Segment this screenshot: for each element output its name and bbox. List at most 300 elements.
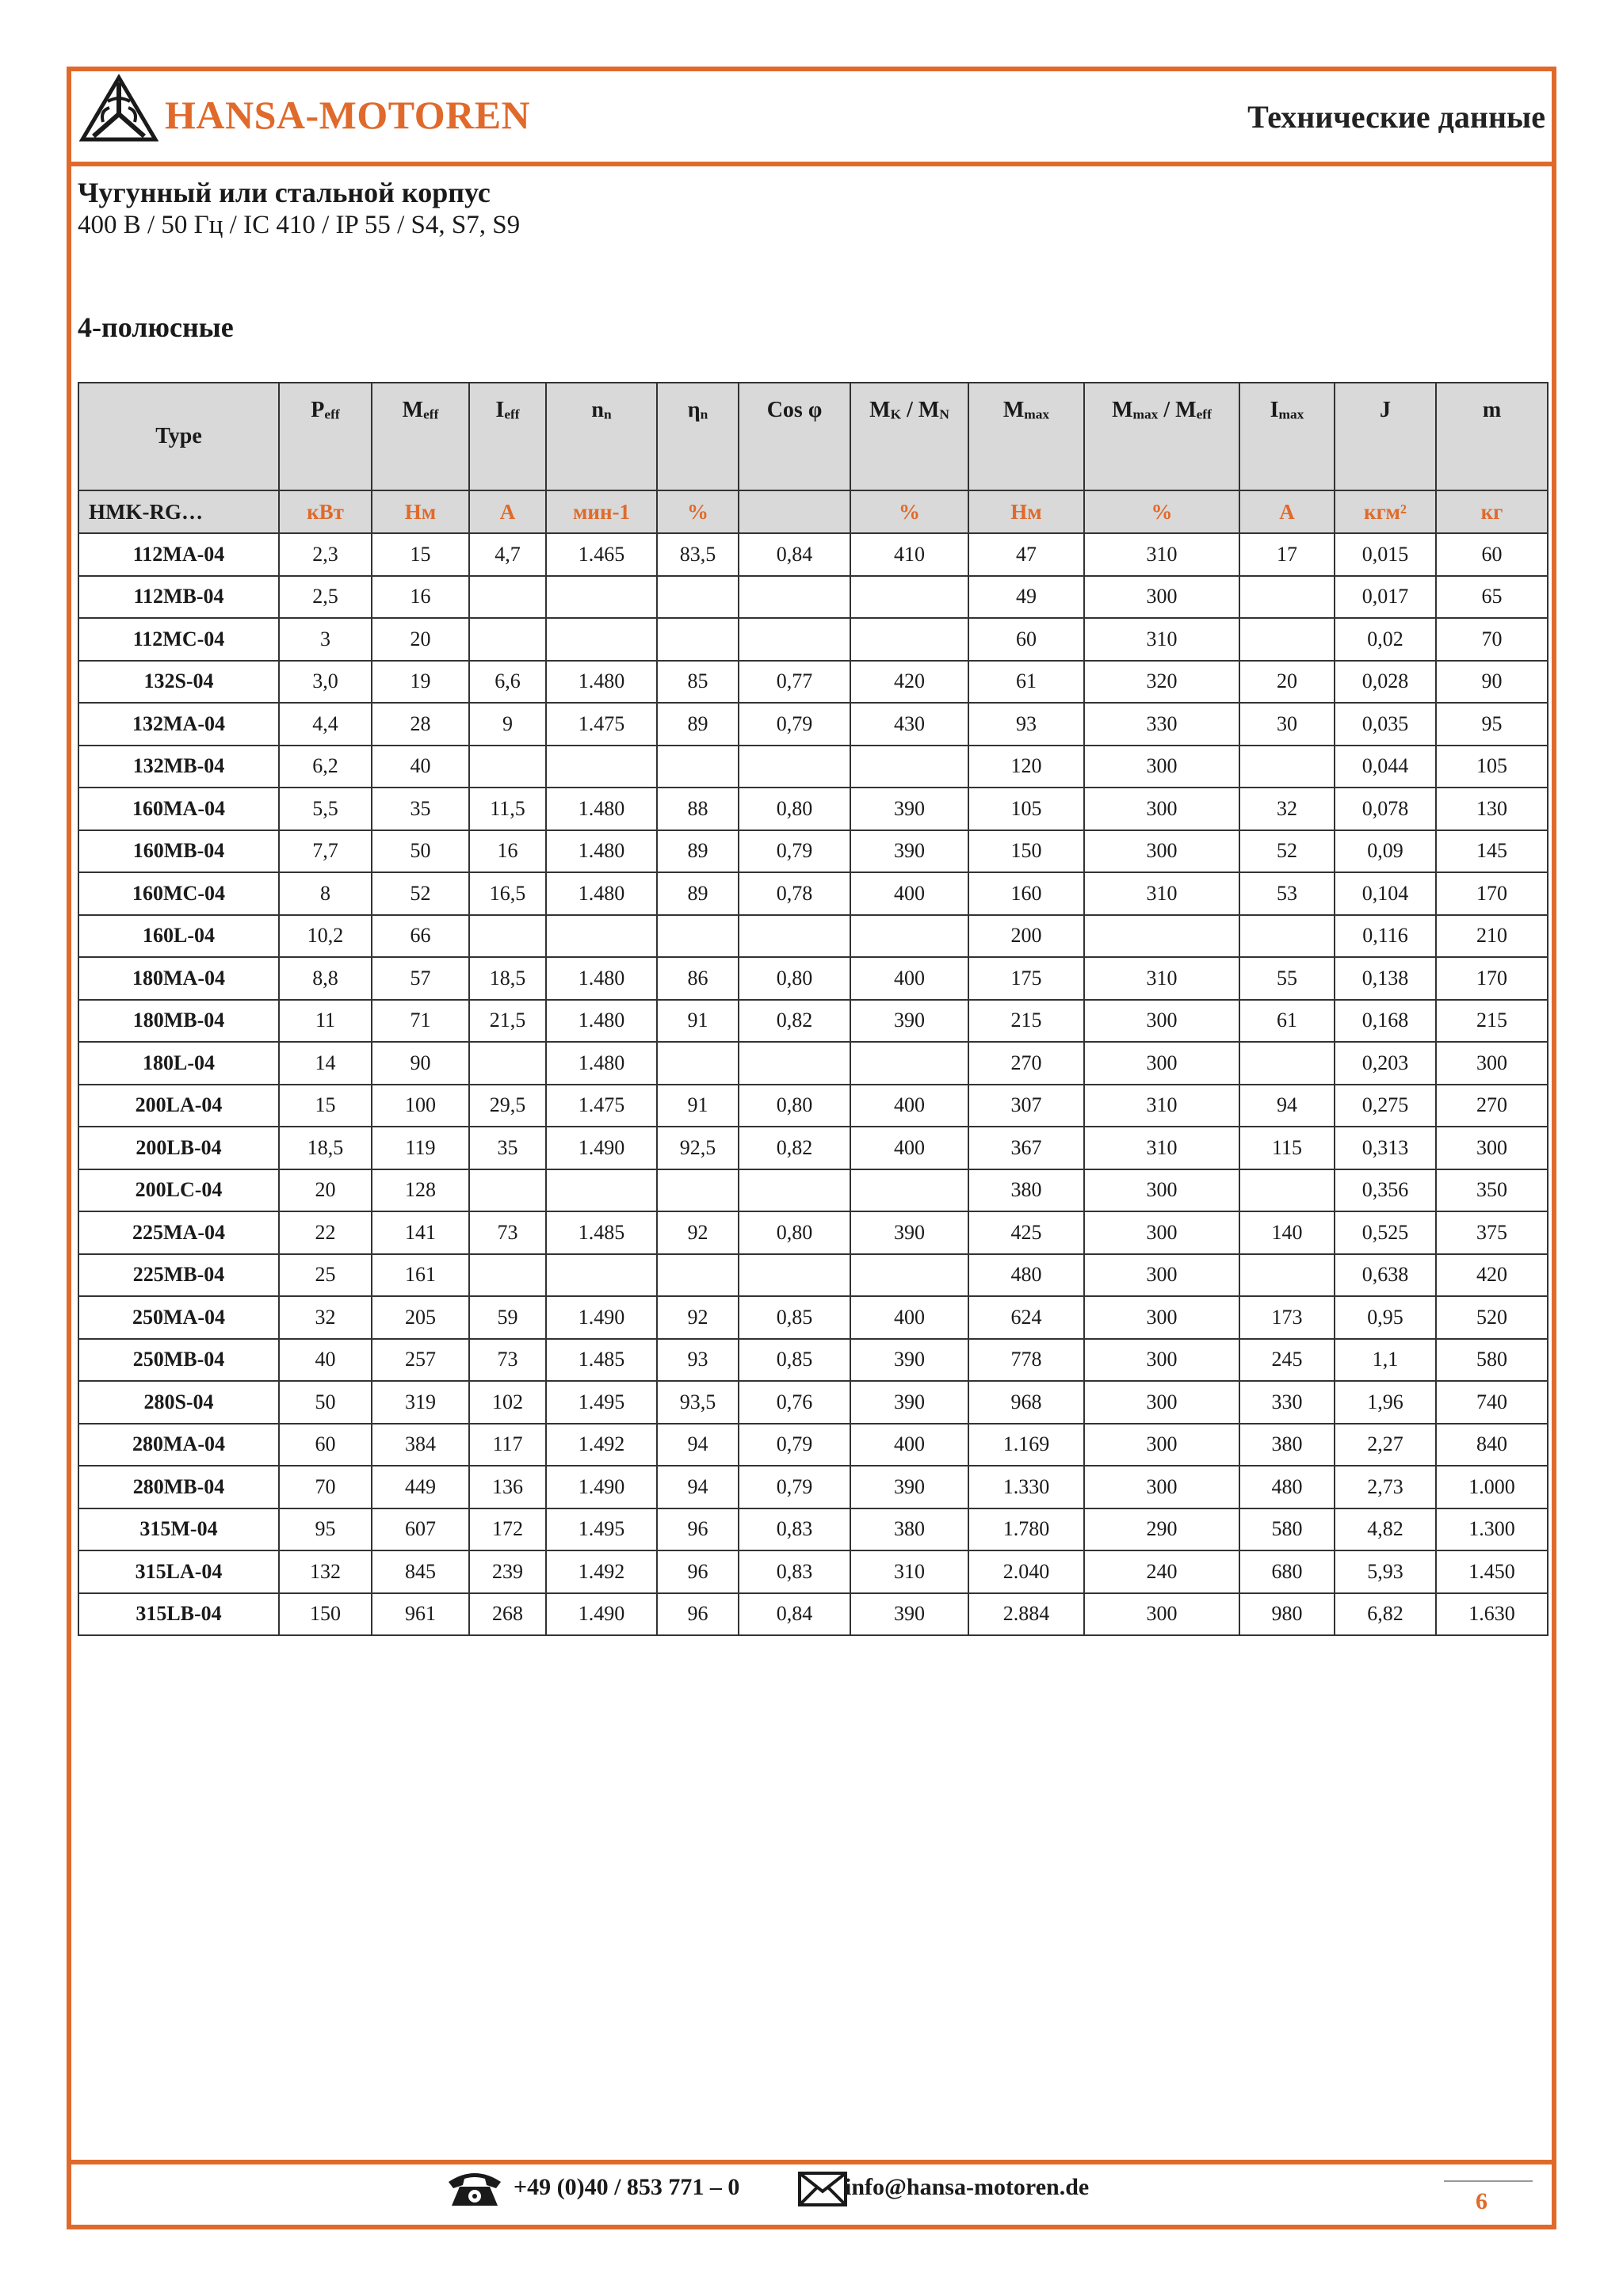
table-cell: 11,5 bbox=[469, 788, 546, 830]
hansa-logo-icon bbox=[79, 73, 158, 144]
motor-type-cell: 160MC-04 bbox=[78, 872, 279, 915]
table-cell bbox=[469, 618, 546, 661]
table-cell bbox=[850, 1254, 968, 1297]
table-cell: 170 bbox=[1436, 872, 1548, 915]
table-cell: 136 bbox=[469, 1466, 546, 1508]
table-cell: 1.300 bbox=[1436, 1508, 1548, 1551]
motor-type-cell: 280MA-04 bbox=[78, 1424, 279, 1466]
motor-type-cell: 280MB-04 bbox=[78, 1466, 279, 1508]
table-cell bbox=[739, 746, 850, 788]
table-cell: 0,275 bbox=[1335, 1085, 1436, 1127]
motor-type-cell: 225MA-04 bbox=[78, 1211, 279, 1254]
table-cell: 94 bbox=[1239, 1085, 1335, 1127]
motor-type-cell: 180MB-04 bbox=[78, 1000, 279, 1043]
table-cell: 40 bbox=[279, 1339, 372, 1382]
table-cell: 28 bbox=[372, 703, 469, 746]
unit-cell bbox=[739, 490, 850, 533]
table-cell: 65 bbox=[1436, 576, 1548, 619]
table-cell: 380 bbox=[850, 1508, 968, 1551]
motor-type-cell: 180MA-04 bbox=[78, 957, 279, 1000]
table-cell: 300 bbox=[1084, 1593, 1239, 1636]
table-cell: 150 bbox=[968, 830, 1084, 873]
table-cell: 2,5 bbox=[279, 576, 372, 619]
table-cell: 2.884 bbox=[968, 1593, 1084, 1636]
table-cell: 0,017 bbox=[1335, 576, 1436, 619]
table-cell: 0,83 bbox=[739, 1508, 850, 1551]
table-cell: 150 bbox=[279, 1593, 372, 1636]
table-cell: 50 bbox=[279, 1381, 372, 1424]
column-header: $M_{max} / M_{eff}$ bbox=[1084, 383, 1239, 490]
table-cell: 90 bbox=[1436, 661, 1548, 704]
table-cell: 20 bbox=[279, 1169, 372, 1212]
brand-name: HANSA-MOTOREN bbox=[165, 93, 531, 137]
table-cell: 0,79 bbox=[739, 703, 850, 746]
motor-type-cell: 160MB-04 bbox=[78, 830, 279, 873]
table-cell: 257 bbox=[372, 1339, 469, 1382]
table-cell: 32 bbox=[1239, 788, 1335, 830]
table-cell: 300 bbox=[1084, 788, 1239, 830]
table-cell: 300 bbox=[1084, 1339, 1239, 1382]
table-cell: 119 bbox=[372, 1127, 469, 1169]
table-cell bbox=[546, 1169, 657, 1212]
table-cell: 310 bbox=[1084, 1085, 1239, 1127]
table-cell: 1.450 bbox=[1436, 1550, 1548, 1593]
table-cell: 300 bbox=[1084, 1169, 1239, 1212]
table-cell: 35 bbox=[372, 788, 469, 830]
column-header: $P_{eff}$ bbox=[279, 383, 372, 490]
table-row bbox=[78, 1593, 1548, 1636]
page-number: 6 bbox=[1476, 2188, 1487, 2214]
table-cell: 0,078 bbox=[1335, 788, 1436, 830]
table-cell bbox=[1084, 915, 1239, 958]
header-divider bbox=[67, 162, 1556, 166]
table-cell bbox=[657, 576, 739, 619]
table-cell bbox=[739, 915, 850, 958]
table-cell bbox=[1239, 746, 1335, 788]
column-header: $I_{eff}$ bbox=[469, 383, 546, 490]
table-cell: 94 bbox=[657, 1466, 739, 1508]
table-cell: 390 bbox=[850, 1466, 968, 1508]
table-cell: 93 bbox=[968, 703, 1084, 746]
table-cell bbox=[657, 746, 739, 788]
table-row bbox=[78, 661, 1548, 704]
table-cell: 1.480 bbox=[546, 1042, 657, 1085]
table-cell: 2,27 bbox=[1335, 1424, 1436, 1466]
table-cell bbox=[657, 915, 739, 958]
table-cell: 57 bbox=[372, 957, 469, 1000]
motor-type-cell: 160L-04 bbox=[78, 915, 279, 958]
table-cell: 0,638 bbox=[1335, 1254, 1436, 1297]
table-cell: 40 bbox=[372, 746, 469, 788]
column-header: $\eta_n$ bbox=[657, 383, 739, 490]
table-cell bbox=[469, 746, 546, 788]
table-cell: 840 bbox=[1436, 1424, 1548, 1466]
table-cell: 310 bbox=[850, 1550, 968, 1593]
motor-data-table bbox=[78, 382, 1549, 1636]
motor-type-cell: 250MB-04 bbox=[78, 1339, 279, 1382]
unit-cell: кгм² bbox=[1335, 490, 1436, 533]
table-cell: 105 bbox=[1436, 746, 1548, 788]
table-cell: 205 bbox=[372, 1296, 469, 1339]
unit-cell: A bbox=[469, 490, 546, 533]
table-cell: 330 bbox=[1084, 703, 1239, 746]
table-cell: 1.480 bbox=[546, 661, 657, 704]
table-cell: 10,2 bbox=[279, 915, 372, 958]
table-cell: 11 bbox=[279, 1000, 372, 1043]
table-cell: 367 bbox=[968, 1127, 1084, 1169]
table-cell bbox=[546, 618, 657, 661]
table-cell: 310 bbox=[1084, 618, 1239, 661]
table-cell: 0,09 bbox=[1335, 830, 1436, 873]
motor-type-cell: 132MA-04 bbox=[78, 703, 279, 746]
units-row bbox=[78, 490, 1548, 533]
table-cell: 980 bbox=[1239, 1593, 1335, 1636]
footer-divider bbox=[67, 2160, 1556, 2164]
table-cell: 2,3 bbox=[279, 533, 372, 576]
table-cell: 128 bbox=[372, 1169, 469, 1212]
table-cell: 170 bbox=[1436, 957, 1548, 1000]
table-cell: 1.480 bbox=[546, 1000, 657, 1043]
table-cell bbox=[850, 915, 968, 958]
table-cell: 390 bbox=[850, 1381, 968, 1424]
table-cell: 968 bbox=[968, 1381, 1084, 1424]
series-label: HMK-RG… bbox=[78, 490, 279, 533]
table-cell: 17 bbox=[1239, 533, 1335, 576]
table-cell: 300 bbox=[1084, 1042, 1239, 1085]
table-cell: 390 bbox=[850, 1339, 968, 1382]
table-row bbox=[78, 1508, 1548, 1551]
unit-cell: Нм bbox=[372, 490, 469, 533]
table-cell: 145 bbox=[1436, 830, 1548, 873]
column-header: $M_K / M_N$ bbox=[850, 383, 968, 490]
table-cell: 410 bbox=[850, 533, 968, 576]
table-row bbox=[78, 1169, 1548, 1212]
table-cell: 0,313 bbox=[1335, 1127, 1436, 1169]
table-cell: 102 bbox=[469, 1381, 546, 1424]
table-cell: 1.490 bbox=[546, 1466, 657, 1508]
table-cell bbox=[546, 1254, 657, 1297]
table-cell: 400 bbox=[850, 872, 968, 915]
table-cell bbox=[546, 746, 657, 788]
table-cell: 96 bbox=[657, 1508, 739, 1551]
table-cell: 1.495 bbox=[546, 1381, 657, 1424]
table-cell: 390 bbox=[850, 1211, 968, 1254]
table-cell: 449 bbox=[372, 1466, 469, 1508]
table-cell: 1.485 bbox=[546, 1211, 657, 1254]
table-cell: 20 bbox=[372, 618, 469, 661]
table-row bbox=[78, 1424, 1548, 1466]
table-row bbox=[78, 576, 1548, 619]
motor-type-cell: 112MA-04 bbox=[78, 533, 279, 576]
table-cell: 4,82 bbox=[1335, 1508, 1436, 1551]
table-cell: 270 bbox=[1436, 1085, 1548, 1127]
table-cell: 88 bbox=[657, 788, 739, 830]
table-row bbox=[78, 872, 1548, 915]
table-cell: 32 bbox=[279, 1296, 372, 1339]
table-cell: 270 bbox=[968, 1042, 1084, 1085]
table-cell: 96 bbox=[657, 1593, 739, 1636]
table-cell: 0,168 bbox=[1335, 1000, 1436, 1043]
table-cell: 215 bbox=[1436, 1000, 1548, 1043]
table-cell: 0,116 bbox=[1335, 915, 1436, 958]
table-cell: 480 bbox=[968, 1254, 1084, 1297]
table-cell: 115 bbox=[1239, 1127, 1335, 1169]
table-cell: 161 bbox=[372, 1254, 469, 1297]
table-cell: 0,203 bbox=[1335, 1042, 1436, 1085]
table-cell: 390 bbox=[850, 788, 968, 830]
table-cell bbox=[469, 915, 546, 958]
table-row bbox=[78, 957, 1548, 1000]
motor-type-cell: 200LA-04 bbox=[78, 1085, 279, 1127]
table-cell: 71 bbox=[372, 1000, 469, 1043]
table-cell: 5,93 bbox=[1335, 1550, 1436, 1593]
table-cell: 1.330 bbox=[968, 1466, 1084, 1508]
column-header: J bbox=[1335, 383, 1436, 490]
table-cell bbox=[546, 915, 657, 958]
table-cell: 85 bbox=[657, 661, 739, 704]
table-cell: 210 bbox=[1436, 915, 1548, 958]
unit-cell: A bbox=[1239, 490, 1335, 533]
table-cell: 60 bbox=[968, 618, 1084, 661]
table-cell: 90 bbox=[372, 1042, 469, 1085]
table-cell: 400 bbox=[850, 957, 968, 1000]
table-cell: 0,76 bbox=[739, 1381, 850, 1424]
table-cell: 845 bbox=[372, 1550, 469, 1593]
table-cell bbox=[739, 576, 850, 619]
table-cell: 0,79 bbox=[739, 1466, 850, 1508]
table-cell: 240 bbox=[1084, 1550, 1239, 1593]
footer-phone[interactable]: +49 (0)40 / 853 771 – 0 bbox=[514, 2174, 740, 2200]
column-header-row bbox=[78, 383, 1548, 490]
table-cell: 52 bbox=[1239, 830, 1335, 873]
column-header: $I_{max}$ bbox=[1239, 383, 1335, 490]
table-row bbox=[78, 830, 1548, 873]
table-cell: 0,104 bbox=[1335, 872, 1436, 915]
table-cell: 0,83 bbox=[739, 1550, 850, 1593]
table-cell: 778 bbox=[968, 1339, 1084, 1382]
table-cell bbox=[1239, 915, 1335, 958]
table-cell bbox=[1239, 618, 1335, 661]
table-cell: 310 bbox=[1084, 533, 1239, 576]
table-cell: 55 bbox=[1239, 957, 1335, 1000]
table-cell: 18,5 bbox=[279, 1127, 372, 1169]
table-cell: 480 bbox=[1239, 1466, 1335, 1508]
table-row bbox=[78, 1211, 1548, 1254]
table-cell: 4,7 bbox=[469, 533, 546, 576]
table-cell: 5,5 bbox=[279, 788, 372, 830]
table-cell: 0,02 bbox=[1335, 618, 1436, 661]
table-cell: 1.490 bbox=[546, 1296, 657, 1339]
table-cell: 330 bbox=[1239, 1381, 1335, 1424]
table-cell: 8 bbox=[279, 872, 372, 915]
table-cell bbox=[546, 576, 657, 619]
phone-icon bbox=[445, 2168, 504, 2209]
table-cell bbox=[1239, 1042, 1335, 1085]
footer-email[interactable]: info@hansa-motoren.de bbox=[845, 2174, 1090, 2200]
table-cell bbox=[850, 618, 968, 661]
unit-cell: мин-1 bbox=[546, 490, 657, 533]
motor-type-cell: 160MA-04 bbox=[78, 788, 279, 830]
table-cell: 740 bbox=[1436, 1381, 1548, 1424]
motor-type-cell: 132MB-04 bbox=[78, 746, 279, 788]
motor-type-cell: 180L-04 bbox=[78, 1042, 279, 1085]
table-cell: 21,5 bbox=[469, 1000, 546, 1043]
table-cell bbox=[850, 576, 968, 619]
table-cell: 425 bbox=[968, 1211, 1084, 1254]
table-row bbox=[78, 1550, 1548, 1593]
column-header: Cos φ bbox=[739, 383, 850, 490]
table-cell: 319 bbox=[372, 1381, 469, 1424]
table-cell: 173 bbox=[1239, 1296, 1335, 1339]
table-cell: 1.630 bbox=[1436, 1593, 1548, 1636]
table-cell: 420 bbox=[850, 661, 968, 704]
table-cell bbox=[850, 746, 968, 788]
motor-type-cell: 112MB-04 bbox=[78, 576, 279, 619]
table-row bbox=[78, 533, 1548, 576]
table-cell bbox=[1239, 1254, 1335, 1297]
table-cell: 300 bbox=[1084, 1254, 1239, 1297]
table-cell: 390 bbox=[850, 1000, 968, 1043]
table-cell: 310 bbox=[1084, 872, 1239, 915]
table-row bbox=[78, 788, 1548, 830]
table-cell: 70 bbox=[279, 1466, 372, 1508]
table-cell: 0,77 bbox=[739, 661, 850, 704]
table-cell: 50 bbox=[372, 830, 469, 873]
table-cell: 580 bbox=[1239, 1508, 1335, 1551]
motor-type-cell: 280S-04 bbox=[78, 1381, 279, 1424]
table-cell: 6,82 bbox=[1335, 1593, 1436, 1636]
table-cell: 16 bbox=[372, 576, 469, 619]
table-row bbox=[78, 1085, 1548, 1127]
table-cell: 300 bbox=[1084, 1381, 1239, 1424]
table-cell: 400 bbox=[850, 1424, 968, 1466]
table-cell bbox=[469, 1169, 546, 1212]
table-cell: 400 bbox=[850, 1127, 968, 1169]
table-cell: 245 bbox=[1239, 1339, 1335, 1382]
motor-type-cell: 112MC-04 bbox=[78, 618, 279, 661]
document-title: Технические данные bbox=[1247, 99, 1545, 135]
table-cell: 310 bbox=[1084, 1127, 1239, 1169]
page-number-rule bbox=[1444, 2180, 1533, 2182]
table-cell: 1.492 bbox=[546, 1550, 657, 1593]
table-cell: 52 bbox=[372, 872, 469, 915]
table-cell: 15 bbox=[372, 533, 469, 576]
table-cell: 83,5 bbox=[657, 533, 739, 576]
table-cell bbox=[739, 618, 850, 661]
table-cell: 60 bbox=[1436, 533, 1548, 576]
table-cell: 239 bbox=[469, 1550, 546, 1593]
unit-cell: кг bbox=[1436, 490, 1548, 533]
table-cell bbox=[739, 1042, 850, 1085]
table-cell: 92 bbox=[657, 1296, 739, 1339]
table-cell bbox=[657, 1254, 739, 1297]
table-cell: 47 bbox=[968, 533, 1084, 576]
table-row bbox=[78, 1127, 1548, 1169]
motor-type-cell: 200LC-04 bbox=[78, 1169, 279, 1212]
table-cell bbox=[657, 618, 739, 661]
table-cell: 60 bbox=[279, 1424, 372, 1466]
table-cell: 1.780 bbox=[968, 1508, 1084, 1551]
table-cell: 16 bbox=[469, 830, 546, 873]
motor-type-cell: 315LB-04 bbox=[78, 1593, 279, 1636]
table-cell: 89 bbox=[657, 703, 739, 746]
table-cell: 132 bbox=[279, 1550, 372, 1593]
table-cell: 73 bbox=[469, 1211, 546, 1254]
table-cell: 66 bbox=[372, 915, 469, 958]
table-cell: 59 bbox=[469, 1296, 546, 1339]
table-cell: 1.169 bbox=[968, 1424, 1084, 1466]
table-cell: 390 bbox=[850, 1593, 968, 1636]
column-header: m bbox=[1436, 383, 1548, 490]
table-cell: 430 bbox=[850, 703, 968, 746]
table-cell: 117 bbox=[469, 1424, 546, 1466]
table-cell: 1.490 bbox=[546, 1127, 657, 1169]
table-cell: 30 bbox=[1239, 703, 1335, 746]
column-header: $M_{max}$ bbox=[968, 383, 1084, 490]
housing-title: Чугунный или стальной корпус bbox=[78, 177, 491, 208]
table-cell: 95 bbox=[279, 1508, 372, 1551]
table-cell: 140 bbox=[1239, 1211, 1335, 1254]
table-cell bbox=[657, 1169, 739, 1212]
table-cell: 49 bbox=[968, 576, 1084, 619]
table-cell: 2.040 bbox=[968, 1550, 1084, 1593]
table-cell: 1.480 bbox=[546, 830, 657, 873]
table-cell: 25 bbox=[279, 1254, 372, 1297]
table-cell: 93 bbox=[657, 1339, 739, 1382]
table-cell: 0,525 bbox=[1335, 1211, 1436, 1254]
table-cell: 0,85 bbox=[739, 1339, 850, 1382]
table-cell: 175 bbox=[968, 957, 1084, 1000]
table-cell: 141 bbox=[372, 1211, 469, 1254]
table-cell: 307 bbox=[968, 1085, 1084, 1127]
table-cell: 624 bbox=[968, 1296, 1084, 1339]
table-cell: 0,80 bbox=[739, 788, 850, 830]
table-cell: 70 bbox=[1436, 618, 1548, 661]
table-cell: 215 bbox=[968, 1000, 1084, 1043]
table-cell: 3,0 bbox=[279, 661, 372, 704]
table-cell: 0,79 bbox=[739, 830, 850, 873]
table-cell: 91 bbox=[657, 1085, 739, 1127]
table-cell: 1.000 bbox=[1436, 1466, 1548, 1508]
table-row bbox=[78, 1381, 1548, 1424]
table-cell: 1.465 bbox=[546, 533, 657, 576]
table-cell: 0,044 bbox=[1335, 746, 1436, 788]
table-cell: 300 bbox=[1084, 746, 1239, 788]
table-row bbox=[78, 1339, 1548, 1382]
column-header: $n_n$ bbox=[546, 383, 657, 490]
table-body bbox=[78, 533, 1548, 1635]
table-cell: 961 bbox=[372, 1593, 469, 1636]
table-row bbox=[78, 746, 1548, 788]
table-cell: 380 bbox=[1239, 1424, 1335, 1466]
table-row bbox=[78, 1296, 1548, 1339]
table-cell bbox=[739, 1254, 850, 1297]
table-cell bbox=[469, 576, 546, 619]
table-cell: 0,356 bbox=[1335, 1169, 1436, 1212]
motor-type-cell: 132S-04 bbox=[78, 661, 279, 704]
table-cell: 1,96 bbox=[1335, 1381, 1436, 1424]
unit-cell: Нм bbox=[968, 490, 1084, 533]
table-cell: 0,85 bbox=[739, 1296, 850, 1339]
table-cell: 300 bbox=[1084, 830, 1239, 873]
table-row bbox=[78, 915, 1548, 958]
table-cell: 375 bbox=[1436, 1211, 1548, 1254]
section-title: 4-полюсные bbox=[78, 311, 234, 343]
table-cell: 4,4 bbox=[279, 703, 372, 746]
table-row bbox=[78, 1000, 1548, 1043]
table-cell: 92 bbox=[657, 1211, 739, 1254]
table-row bbox=[78, 703, 1548, 746]
